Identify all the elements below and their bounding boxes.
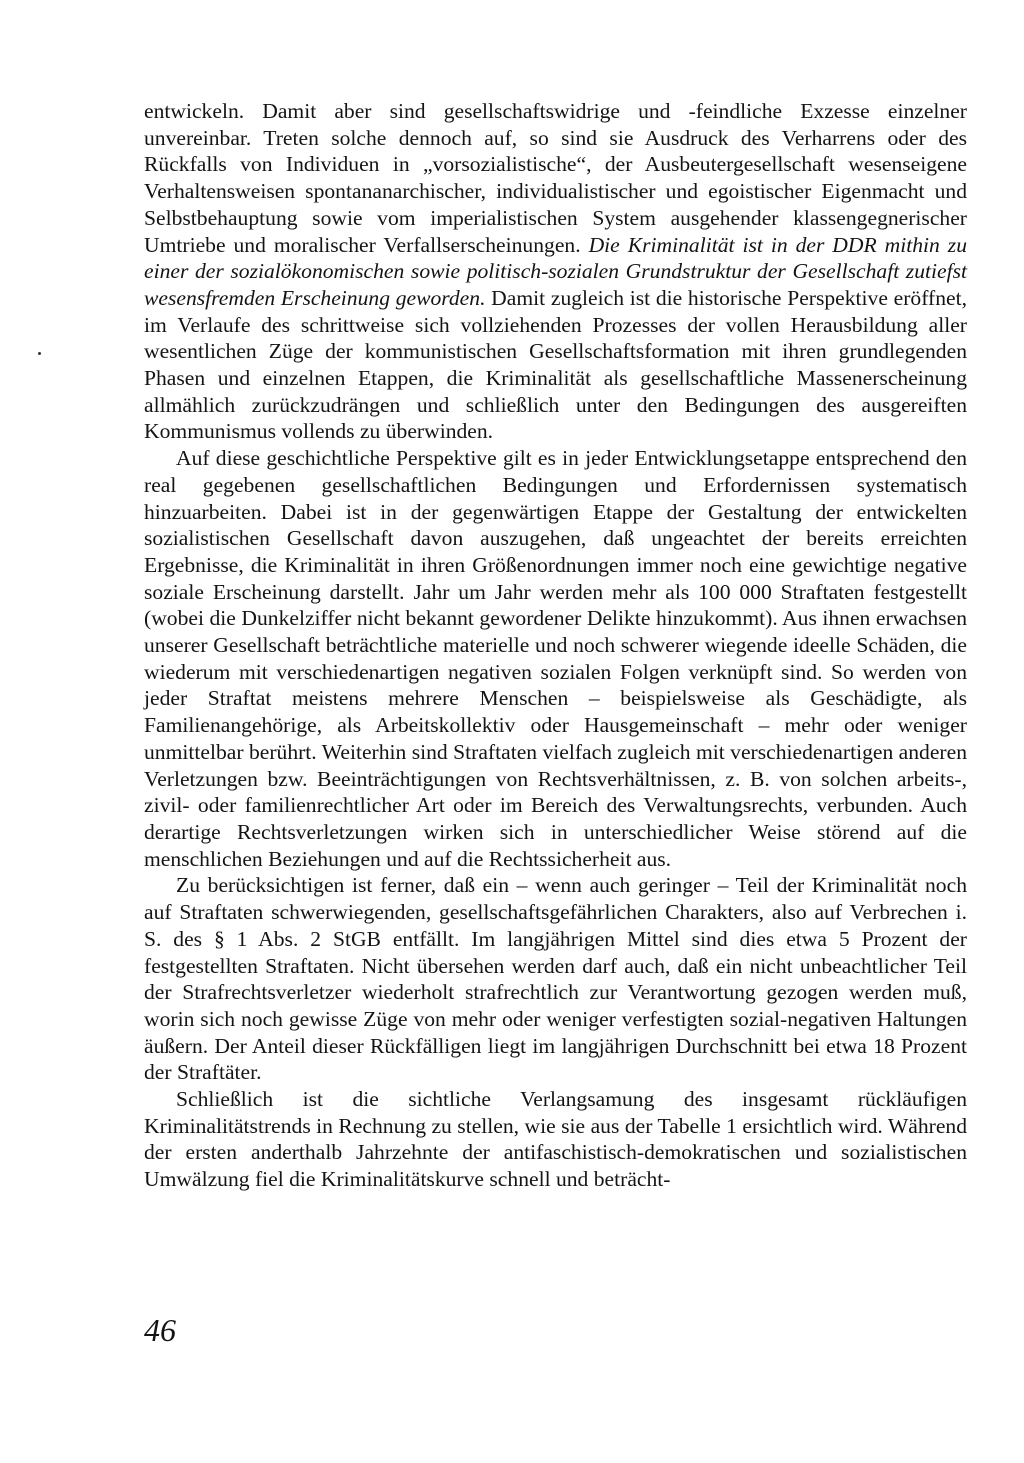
paragraph-1-emphasis: Die Kriminalität ist in der DDR mithin zu einer der sozialökonomischen sowie politisch-sozialen Grundstruktur der Gesellschaft zutiefst wesensfremden Erscheinung geworden. [144,232,967,310]
paragraph-2: Auf diese geschichtliche Perspektive gilt es in jeder Entwicklungsetappe entsprechend den real gegebenen gesellschaftlichen Bedingungen und Erfordernissen systematisch hinzuarbeiten. Dabei ist in der gegenwärtigen Etappe der Gestaltung der entwickelten sozialistischen Gesellschaft davon auszugehen, daß ungeachtet der bereits erreichten Ergebnisse, die Kriminalität in ihren Größenordnungen immer noch eine gewichtige negative soziale Erscheinung darstellt. Jahr um Jahr werden mehr als 100 000 Straftaten festgestellt (wobei die Dunkelziffer nicht bekannt gewordener Delikte hinzukommt). Aus ihnen erwachsen unserer Gesellschaft beträchtliche materielle und noch schwerer wiegende ideelle Schäden, die wiederum mit verschiedenartigen negativen sozialen Folgen verknüpft sind. So werden von jeder Straftat meistens mehrere Menschen – beispielsweise als Geschädigte, als Familienangehörige, als Arbeitskollektiv oder Hausgemeinschaft – mehr oder weniger unmittelbar berührt. Weiterhin sind Straftaten vielfach zugleich mit verschiedenartigen anderen Verletzungen bzw. Beeinträchtigungen von Rechtsverhältnissen, z. B. von solchen arbeits-, zivil- oder familienrechtlicher Art oder im Bereich des Verwaltungsrechts, verbunden. Auch derartige Rechtsverletzungen wirken sich in unterschiedlicher Weise störend auf die menschlichen Beziehungen und auf die Rechtssicherheit aus. [144,446,967,871]
page-number: 46 [144,1312,176,1348]
paragraph-1 [144,98,967,445]
paragraph-4: Schließlich ist die sichtliche Verlangsamung des insgesamt rückläufigen Kriminalitätstrends in Rechnung zu stellen, wie sie aus der Tabelle 1 ersichtlich wird. Während der ersten anderthalb Jahrzehnte der antifaschistisch-demokratischen und sozialistischen Umwälzung fiel die Kriminalitätskurve schnell und beträcht- [144,1087,967,1192]
scan-speck [38,352,41,355]
paragraph-1-after: Damit zugleich ist die historische Perspektive eröffnet, im Verlaufe des schrittweise sich vollziehenden Prozesses der vollen Herausbildung aller wesentlichen Züge der kommunistischen Gesellschaftsformation mit ihren grundlegenden Phasen und einzelnen Etappen, die Kriminalität als gesellschaftliche Massenerscheinung allmählich zurückzudrängen und schließlich unter den Bedingungen des ausgereiften Kommunismus vollends zu überwinden. [144,285,967,444]
paragraph-3: Zu berücksichtigen ist ferner, daß ein – wenn auch geringer – Teil der Kriminalität noch auf Straftaten schwerwiegenden, gesellschaftsgefährlichen Charakters, also auf Verbrechen i. S. des § 1 Abs. 2 StGB entfällt. Im langjährigen Mittel sind dies etwa 5 Prozent der festgestellten Straftaten. Nicht übersehen werden darf auch, daß ein nicht unbeachtlicher Teil der Strafrechtsverletzer wiederholt strafrechtlich zur Verantwortung gezogen werden muß, worin sich noch gewisse Züge von mehr oder weniger verfestigten sozial-negativen Haltungen äußern. Der Anteil dieser Rückfälligen liegt im langjährigen Durchschnitt bei etwa 18 Prozent der Straftäter. [144,873,967,1085]
page-body [144,98,967,1193]
paragraph-1-before: entwickeln. Damit aber sind gesellschaftswidrige und -feindliche Exzesse einzelner unvereinbar. Treten solche dennoch auf, so sind sie Ausdruck des Verharrens oder des Rückfalls von Individuen in „vorsozialistische“, der Ausbeutergesellschaft wesenseigene Verhaltensweisen spontananarchischer, individualistischer und egoistischer Eigenmacht und Selbstbehauptung sowie vom imperialistischen System ausgehender klassengegnerischer Umtriebe und moralischer Verfallserscheinungen. [144,99,967,257]
